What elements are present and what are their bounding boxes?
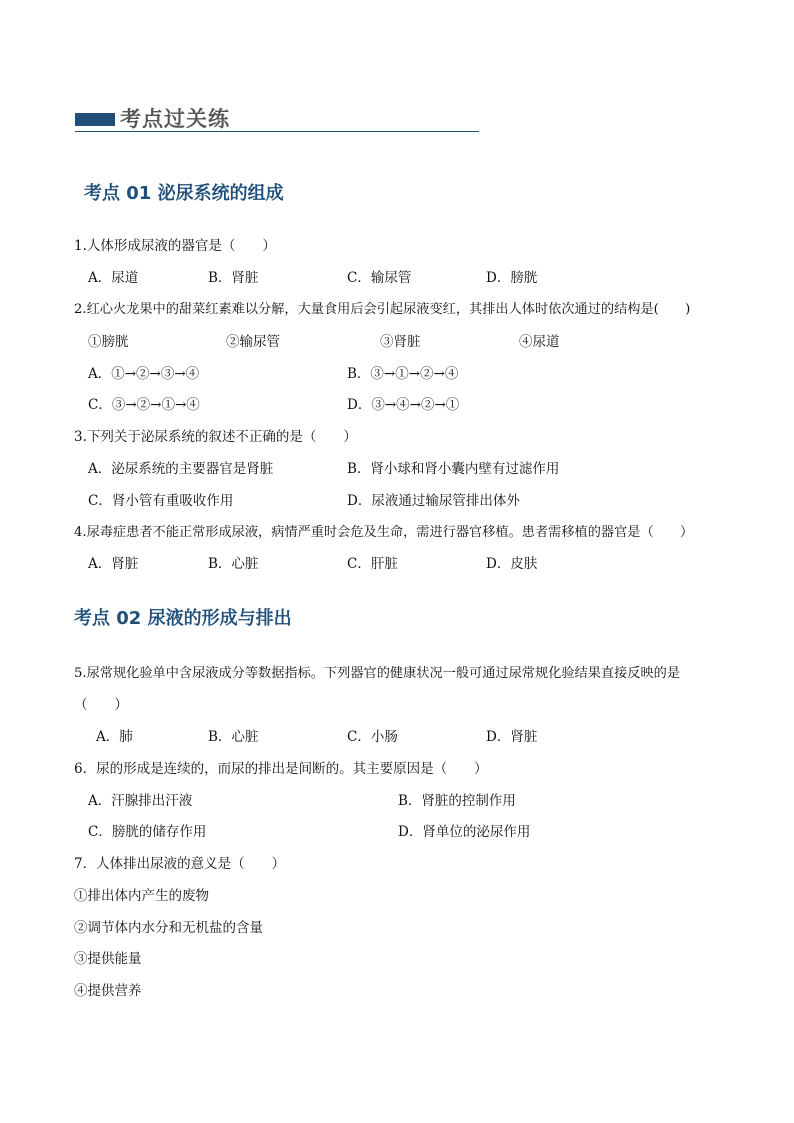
q3-option-c: C．肾小管有重吸收作用 xyxy=(88,493,234,509)
header-underline xyxy=(75,131,479,132)
q1-option-b: B．肾脏 xyxy=(208,270,259,286)
question-5-stem-cont: （ ） xyxy=(74,697,128,713)
question-5-stem: 5.尿常规化验单中含尿液成分等数据指标。下列器官的健康状况一般可通过尿常规化验结果直接反映的是 xyxy=(74,666,681,681)
q3-option-b: B．肾小球和肾小囊内壁有过滤作用 xyxy=(347,461,560,477)
q2-item-3: ③肾脏 xyxy=(380,334,421,350)
q2-item-4: ④尿道 xyxy=(519,334,560,350)
q4-option-a: A．肾脏 xyxy=(88,556,139,572)
q5-option-b: B．心脏 xyxy=(208,729,259,745)
q1-option-a: A．尿道 xyxy=(88,270,139,286)
q2-option-b: B．③→①→②→④ xyxy=(347,366,459,382)
question-4-stem: 4.尿毒症患者不能正常形成尿液，病情严重时会危及生命，需进行器官移植。患者需移植的器官是（ ） xyxy=(74,525,694,540)
q6-option-c: C．膀胱的储存作用 xyxy=(88,824,207,840)
q7-item-1: ①排出体内产生的废物 xyxy=(74,888,209,904)
q2-option-c: C．③→②→①→④ xyxy=(88,397,200,413)
q7-item-3: ③提供能量 xyxy=(74,951,142,967)
q6-option-d: D．肾单位的泌尿作用 xyxy=(398,824,531,840)
q2-option-a: A．①→②→③→④ xyxy=(88,366,200,382)
question-1-stem: 1.人体形成尿液的器官是（ ） xyxy=(74,238,276,254)
q5-option-c: C．小肠 xyxy=(347,729,398,745)
q4-option-b: B．心脏 xyxy=(208,556,259,572)
q4-option-c: C．肝脏 xyxy=(347,556,398,572)
question-3-stem: 3.下列关于泌尿系统的叙述不正确的是（ ） xyxy=(74,429,357,445)
q7-item-4: ④提供营养 xyxy=(74,983,142,999)
q6-option-b: B．肾脏的控制作用 xyxy=(398,793,516,809)
question-6-stem: 6．尿的形成是连续的，而尿的排出是间断的。其主要原因是（ ） xyxy=(74,761,488,777)
q5-option-a: A．肺 xyxy=(96,729,133,745)
question-2-stem: 2.红心火龙果中的甜菜红素难以分解，大量食用后会引起尿液变红，其排出人体时依次通过的结构是( ) xyxy=(74,302,691,317)
page-title: 考点过关练 xyxy=(120,106,230,131)
q1-option-d: D．膀胱 xyxy=(486,270,538,286)
q2-option-d: D．③→④→②→① xyxy=(347,397,460,413)
q4-option-d: D．皮肤 xyxy=(486,556,538,572)
q2-item-2: ②输尿管 xyxy=(226,334,280,350)
q6-option-a: A．汗腺排出汗液 xyxy=(88,793,193,809)
q1-option-c: C．输尿管 xyxy=(347,270,412,286)
q3-option-a: A．泌尿系统的主要器官是肾脏 xyxy=(88,461,274,477)
q5-option-d: D．肾脏 xyxy=(486,729,538,745)
question-7-stem: 7．人体排出尿液的意义是（ ） xyxy=(74,856,286,872)
section-title-02: 考点 02 尿液的形成与排出 xyxy=(74,608,292,629)
q2-item-1: ①膀胱 xyxy=(88,334,129,350)
q7-item-2: ②调节体内水分和无机盐的含量 xyxy=(74,920,263,936)
header-bar-decoration xyxy=(75,113,115,126)
q3-option-d: D．尿液通过输尿管排出体外 xyxy=(347,493,520,509)
section-title-01: 考点 01 泌尿系统的组成 xyxy=(84,183,284,204)
